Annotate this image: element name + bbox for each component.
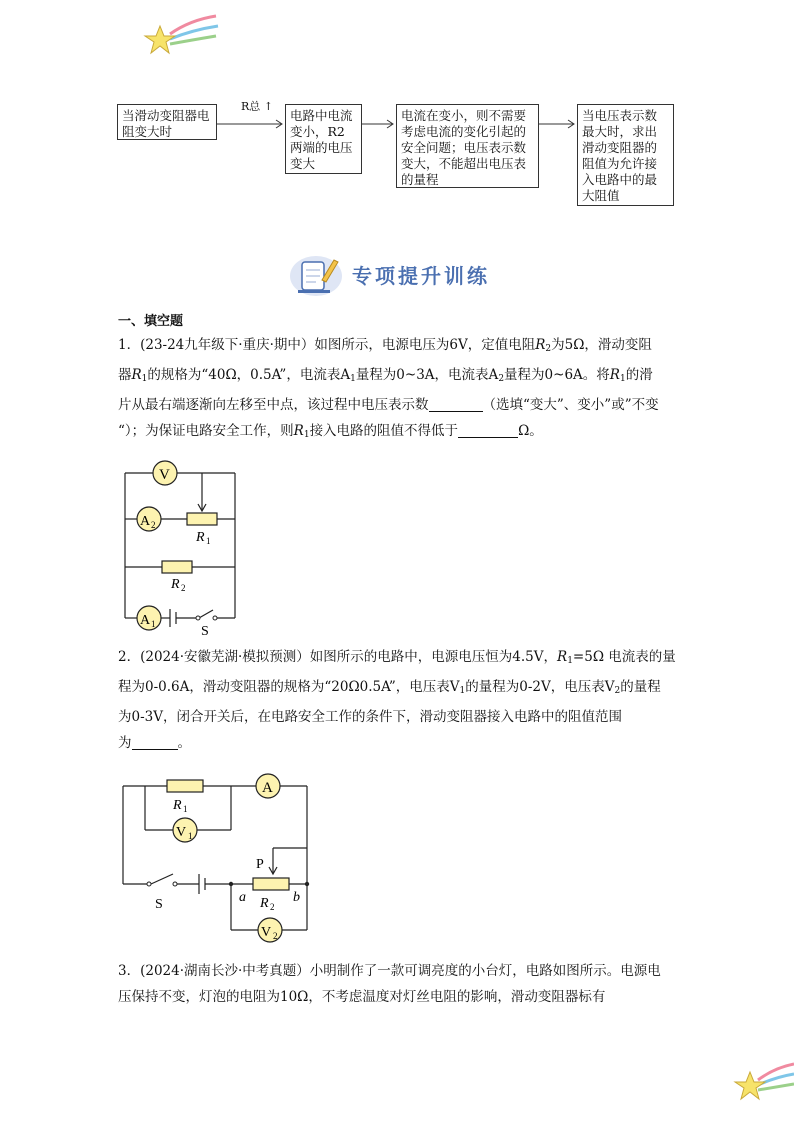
svg-text:1: 1 xyxy=(183,804,188,814)
question-1: 1．(23-24九年级下·重庆·期中）如图所示，电源电压为6V，定值电阻$R_2$为5Ω，滑动变阻 器$R_1$的规格为“40Ω，0.5A”，电流表$A_1$量程为0~3A，电流表$A_2$量程为0~6A。将$R_1$的滑 片从最右端逐渐向左移至中点，该过程中电压表示数 （选填“变大”、变小”或”不变 “）；为保证电路安全工作，则$R_1$接入电路的阻值不得低于 Ω。 xyxy=(118,337,659,440)
svg-text:V: V xyxy=(261,925,272,940)
heading-fill-in: 一、填空题 xyxy=(118,314,184,329)
svg-text:R: R xyxy=(173,798,182,813)
answer-blank[interactable] xyxy=(429,397,483,412)
answer-blank[interactable] xyxy=(132,735,178,750)
answer-blank[interactable] xyxy=(458,423,518,438)
flow-box-2: 电路中电流变小，R2两端的电压变大 xyxy=(285,104,362,174)
svg-text:2: 2 xyxy=(151,520,156,530)
flow-label: R总 ↑ xyxy=(241,100,273,113)
circuit-diagram-1 xyxy=(115,455,245,640)
svg-text:R: R xyxy=(171,577,180,592)
book-pencil-icon xyxy=(288,252,344,298)
svg-text:P: P xyxy=(256,857,264,872)
svg-text:V: V xyxy=(176,825,187,840)
svg-text:2: 2 xyxy=(270,902,275,912)
svg-text:R: R xyxy=(260,896,269,911)
svg-text:S: S xyxy=(155,897,163,912)
svg-text:1: 1 xyxy=(188,831,193,841)
svg-text:A: A xyxy=(262,780,273,796)
svg-text:a: a xyxy=(239,890,246,905)
question-2: 2．(2024·安徽芜湖·模拟预测）如图所示的电路中，电源电压恒为4.5V，$R_1=5\Omega$ 电流表的量 程为0-0.6A，滑动变阻器的规格为“20Ω0.5A”，电压表$V_1$的量程为0-2V，电压表$V_2$的量程 为0-3V，闭合开关后，在电路安全工作的条件下，滑动变阻器接入电路中的阻值范围 为 。 xyxy=(118,649,676,751)
svg-text:V: V xyxy=(159,467,170,483)
question-3: 3．(2024·湖南长沙·中考真题）小明制作了一款可调亮度的小台灯，电路如图所示。电源电 压保持不变，灯泡的电阻为10Ω，不考虑温度对灯丝电阻的影响，滑动变阻器标有 xyxy=(118,963,661,1005)
flow-box-3: 电流在变小，则不需要考虑电流的变化引起的安全问题；电压表示数变大，不能超出电压表的量程 xyxy=(396,104,539,188)
svg-text:S: S xyxy=(201,624,209,639)
svg-text:A: A xyxy=(140,514,151,529)
circuit-diagram-2 xyxy=(115,768,320,948)
flow-arrows xyxy=(0,0,794,200)
svg-text:R: R xyxy=(196,530,205,545)
svg-text:1: 1 xyxy=(206,536,211,546)
svg-text:2: 2 xyxy=(181,583,186,593)
flow-box-1: 当滑动变阻器电阻变大时 xyxy=(117,104,217,140)
svg-text:b: b xyxy=(293,890,300,905)
shooting-star-icon xyxy=(728,1058,794,1108)
svg-text:2: 2 xyxy=(273,931,278,941)
section-title: 专项提升训练 xyxy=(352,264,490,288)
flow-box-4: 当电压表示数最大时，求出滑动变阻器的阻值为允许接入电路中的最大阻值 xyxy=(577,104,674,206)
svg-text:1: 1 xyxy=(151,619,156,629)
svg-text:A: A xyxy=(140,613,151,628)
